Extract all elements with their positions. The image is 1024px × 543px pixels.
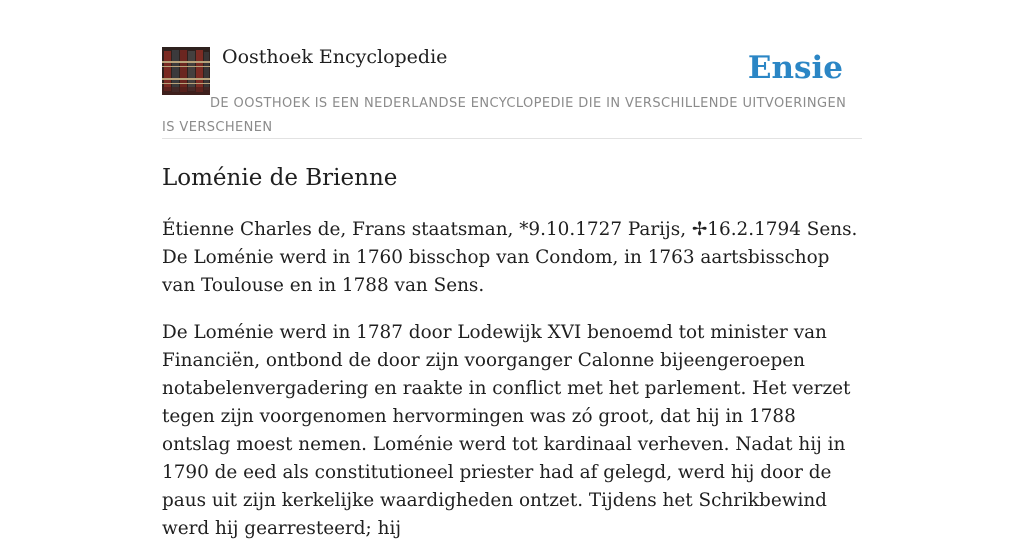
site-header [162, 44, 862, 139]
article-paragraph: De Loménie werd in 1787 door Lodewijk XVI benoemd tot minister van Financiën, ontbond de door zijn voorganger Calonne bijeengeroepen notabelenvergadering en raakte in conflict met het parlement. Het verzet tegen zijn voorgenomen hervormingen was zó groot, dat hij in 1788 ontslag moest nemen. Loménie werd tot kardinaal verheven. Nadat hij in 1790 de eed als constitutioneel priester had af gelegd, werd hij door de paus uit zijn kerkelijke waardigheden ontzet. Tijdens het Schrikbewind werd hij gearresteerd; hij [162, 322, 851, 539]
publication-tagline: DE OOSTHOEK IS EEN NEDERLANDSE ENCYCLOPEDIE DIE IN VERSCHILLENDE UITVOERINGEN IS VERSCHENEN [162, 96, 847, 135]
encyclopedia-books-icon[interactable] [162, 47, 210, 95]
publication-name[interactable]: Oosthoek Encyclopedie [222, 46, 448, 68]
article-title: Loménie de Brienne [162, 165, 398, 191]
article-paragraph: Étienne Charles de, Frans staatsman, *9.10.1727 Parijs, ✢16.2.1794 Sens. De Loménie werd in 1760 bisschop van Condom, in 1763 aartsbisschop van Toulouse en in 1788 van Sens. [162, 219, 858, 296]
article [162, 162, 862, 543]
brand-logo-link[interactable]: Ensie [747, 50, 843, 86]
